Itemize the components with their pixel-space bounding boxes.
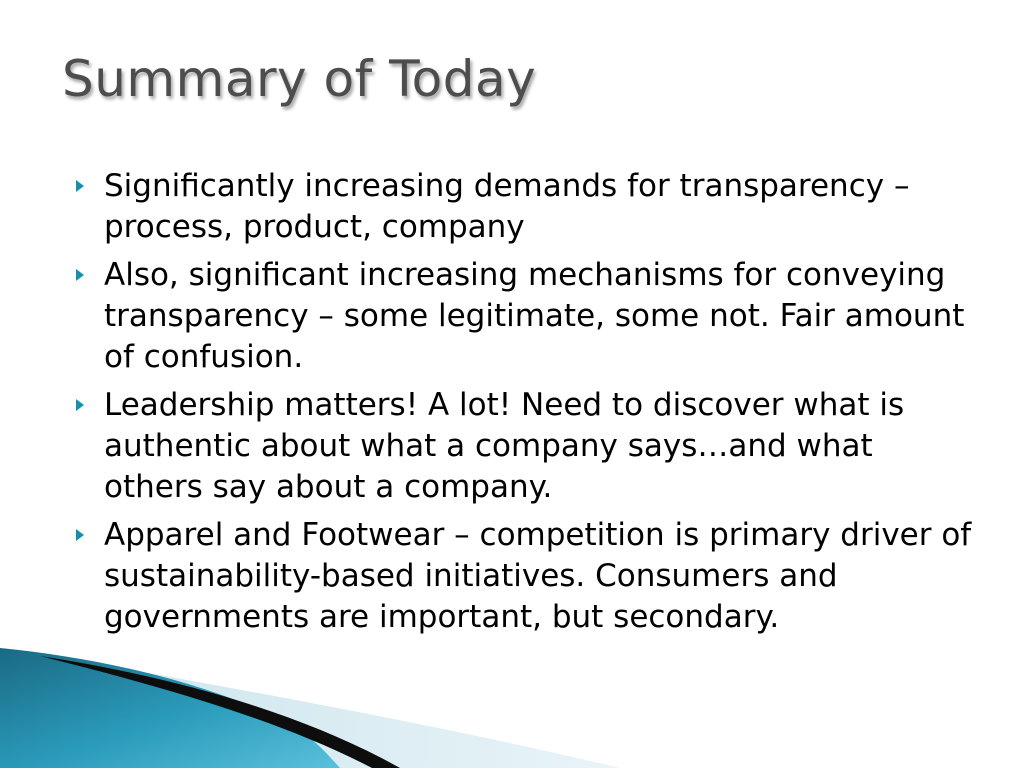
bullet-list	[76, 166, 976, 645]
triangle-right-icon	[76, 529, 84, 541]
bullet-text: Leadership matters! A lot! Need to discover what is authentic about what a company says…and what others say about a company.	[104, 387, 905, 505]
slide-title: Summary of Today	[62, 50, 537, 108]
bullet-item	[76, 255, 976, 378]
triangle-right-icon	[76, 180, 84, 192]
bullet-item	[76, 166, 976, 248]
triangle-right-icon	[76, 269, 84, 281]
bullet-item	[76, 385, 976, 508]
bullet-text: Significantly increasing demands for transparency – process, product, company	[104, 168, 910, 245]
bullet-item	[76, 515, 976, 638]
bullet-text: Also, significant increasing mechanisms for conveying transparency – some legitimate, some not. Fair amount of confusion.	[104, 257, 965, 375]
triangle-right-icon	[76, 399, 84, 411]
bullet-text: Apparel and Footwear – competition is primary driver of sustainability-based initiatives. Consumers and governments are important, but secondary.	[104, 517, 972, 635]
